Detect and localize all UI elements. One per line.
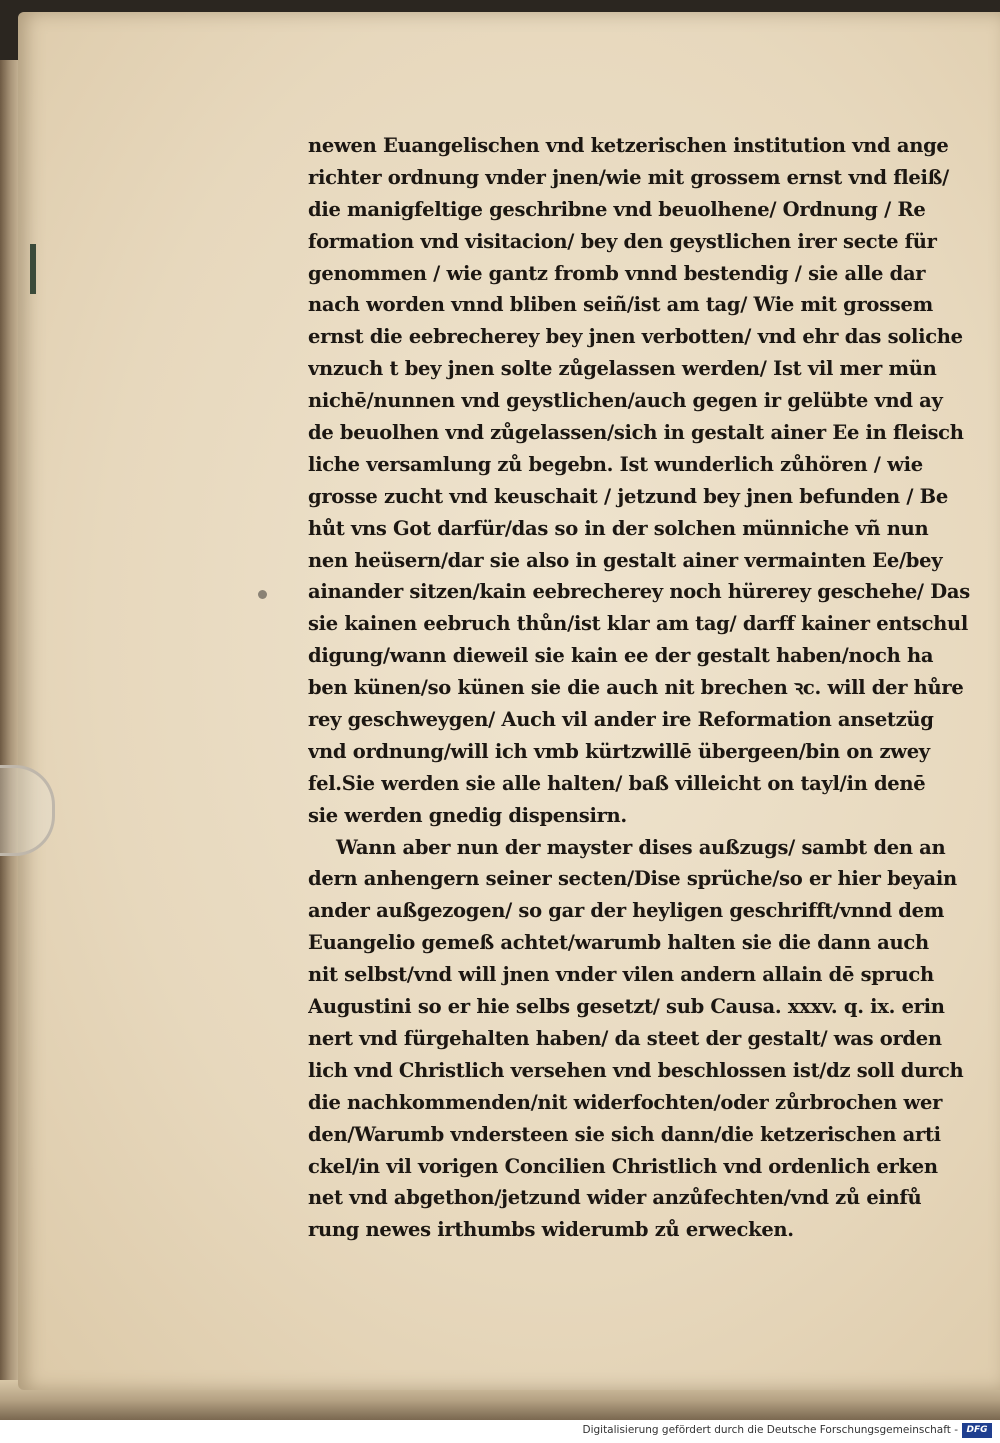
footer-bar: [0, 1420, 1000, 1443]
text-line: newen Euangelischen vnd ketzerischen institution vnd ange: [308, 134, 949, 157]
text-line: hůt vns Got darfür/das so in der solchen münniche vñ nun: [308, 516, 929, 540]
text-line: ainander sitzen/kain eebrecherey noch hürerey geschehe/ Das: [308, 580, 970, 604]
text-line: liche versamlung zů begebn. Ist wunderlich zůhören / wie: [308, 452, 923, 476]
text-line: grosse zucht vnd keuschait / jetzund bey jnen befunden / Be: [308, 484, 948, 508]
text-line: ben künen/so künen sie die auch nit brechen ꝛc. will der hůre: [308, 676, 964, 700]
text-line: ernst die eebrecherey bey jnen verbotten/ vnd ehr das soliche: [308, 325, 963, 349]
text-line: ander außgezogen/ so gar der heyligen geschrifft/vnnd dem: [308, 899, 945, 923]
text-line: nit selbst/vnd will jnen vnder vilen andern allain dē spruch: [308, 963, 934, 987]
text-line: nen heüsern/dar sie also in gestalt ainer vermainten Ee/bey: [308, 548, 943, 572]
book-page: [18, 12, 1000, 1390]
text-line: richter ordnung vnder jnen/wie mit grossem ernst vnd fleiß/: [308, 165, 949, 189]
text-line: Euangelio gemeß achtet/warumb halten sie die dann auch: [308, 931, 929, 955]
footer-credit: Digitalisierung gefördert durch die Deutsche Forschungsgemeinschaft -: [582, 1424, 958, 1436]
text-line: vnzuch t bey jnen solte zůgelassen werden/ Ist vil mer mün: [308, 357, 937, 381]
text-line: rung newes irthumbs widerumb zů erwecken.: [308, 1218, 794, 1242]
text-block: [308, 130, 998, 1246]
text-line: die manigfeltige geschribne vnd beuolhene/ Ordnung / Re: [308, 197, 926, 221]
dfg-logo-icon: DFG: [962, 1423, 992, 1438]
text-line: die nachkommenden/nit widerfochten/oder zůrbrochen wer: [308, 1090, 943, 1114]
text-line: vnd ordnung/will ich vmb kürtzwillē übergeen/bin on zwey: [308, 739, 930, 763]
text-line: formation vnd visitacion/ bey den geystlichen irer secte für: [308, 229, 937, 253]
text-line: nach worden vnnd bliben seiñ/ist am tag/ Wie mit grossem: [308, 293, 933, 317]
text-line: rey geschweygen/ Auch vil ander ire Reformation ansetzüg: [308, 708, 934, 732]
page-spot: [258, 590, 267, 599]
text-line: de beuolhen vnd zůgelassen/sich in gestalt ainer Ee in fleisch: [308, 421, 964, 445]
text-line: sie kainen eebruch thůn/ist klar am tag/ darff kainer entschul: [308, 612, 969, 636]
page-tab-mark: [30, 244, 36, 294]
text-line: den/Warumb vndersteen sie sich dann/die ketzerischen arti: [308, 1122, 941, 1146]
text-line: ckel/in vil vorigen Concilien Christlich vnd ordenlich erken: [308, 1154, 938, 1178]
text-line: Augustini so er hie selbs gesetzt/ sub Causa. xxxv. q. ix. erin: [308, 995, 945, 1019]
text-line: nert vnd fürgehalten haben/ da steet der gestalt/ was orden: [308, 1026, 942, 1050]
text-line: nichē/nunnen vnd geystlichen/auch gegen ir gelübte vnd ay: [308, 389, 943, 413]
text-line: dern anhengern seiner secten/Dise sprüche/so er hier beyain: [308, 867, 957, 891]
text-line: sie werden gnedig dispensirn.: [308, 803, 627, 827]
text-line: fel.Sie werden sie alle halten/ baß villeicht on tayl/in denē: [308, 771, 926, 795]
text-line: lich vnd Christlich versehen vnd beschlossen ist/dz soll durch: [308, 1058, 964, 1082]
text-line: Wann aber nun der mayster dises außzugs/ sambt den an: [336, 835, 946, 859]
text-line: net vnd abgethon/jetzund wider anzůfechten/vnd zů einfů: [308, 1186, 922, 1210]
text-line: genommen / wie gantz fromb vnnd bestendig / sie alle dar: [308, 261, 926, 285]
text-line: digung/wann dieweil sie kain ee der gestalt haben/noch ha: [308, 644, 934, 668]
